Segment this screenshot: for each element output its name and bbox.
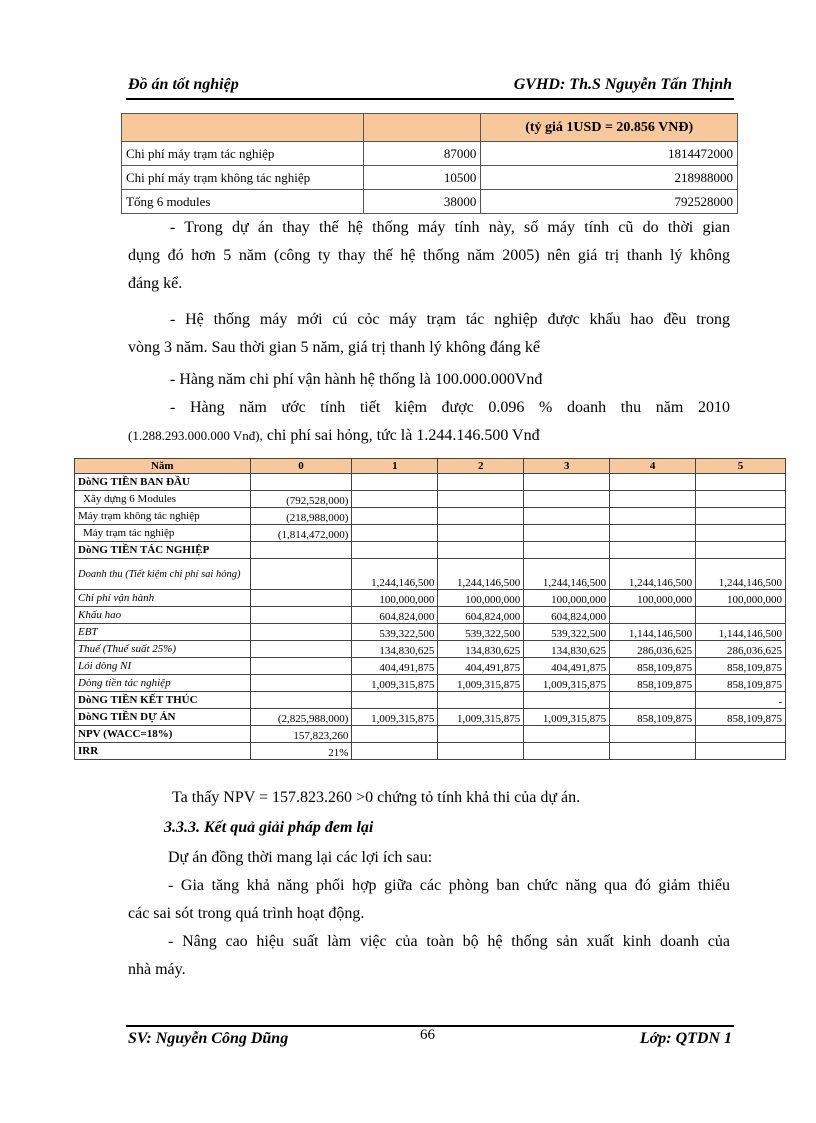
value-cell: (218,988,000) [250, 508, 352, 525]
value-cell: 539,322,500 [524, 624, 610, 641]
usd-value: 10500 [363, 166, 481, 190]
value-cell: 1,244,146,500 [524, 559, 610, 590]
row-label: DòNG TIỀN DỰ ÁN [75, 709, 251, 726]
value-cell [438, 508, 524, 525]
value-cell [438, 692, 524, 709]
table-row [122, 166, 738, 190]
value-cell: 286,036,625 [696, 641, 786, 658]
table-row [122, 190, 738, 214]
table-row [75, 658, 786, 675]
row-label: IRR [75, 743, 251, 760]
table-row [75, 542, 786, 559]
row-label: Máy trạm không tác nghiệp [75, 508, 251, 525]
value-cell: 286,036,625 [610, 641, 696, 658]
cashflow-table [74, 458, 786, 760]
usd-value: 87000 [363, 142, 481, 166]
table-row [75, 559, 786, 590]
cost-table [121, 113, 738, 214]
row-label: Chi phí vận hành [75, 590, 251, 607]
value-cell [250, 641, 352, 658]
value-cell: 404,491,875 [524, 658, 610, 675]
value-cell [524, 743, 610, 760]
value-cell [352, 726, 438, 743]
table-row [75, 709, 786, 726]
value-cell [524, 525, 610, 542]
cost-table-header [122, 114, 738, 142]
value-cell: (1,814,472,000) [250, 525, 352, 542]
value-cell [524, 474, 610, 491]
section-intro: Dự án đồng thời mang lại các lợi ích sau: [168, 849, 433, 866]
paragraph-disposal: - Trong dự án thay thế hệ thống máy tính này, số máy tính cũ do thời gian dụng đó hơn 5 năm (công ty thay thế hệ thống năm 2005) nên giá trị thanh lý không đáng kể. [128, 219, 730, 292]
value-cell [438, 542, 524, 559]
header-cell: Năm [75, 459, 251, 474]
row-label: DòNG TIỀN KẾT THÚC [75, 692, 251, 709]
value-cell [610, 508, 696, 525]
value-cell [438, 743, 524, 760]
value-cell [696, 726, 786, 743]
value-cell [352, 743, 438, 760]
value-cell [610, 525, 696, 542]
value-cell [352, 508, 438, 525]
value-cell [610, 607, 696, 624]
value-cell [610, 743, 696, 760]
row-label: Dòng tiền tác nghiệp [75, 675, 251, 692]
header-right: GVHD: Th.S Nguyễn Tấn Thịnh [513, 76, 732, 93]
value-cell [438, 491, 524, 508]
value-cell [696, 542, 786, 559]
value-cell [524, 491, 610, 508]
table-row [122, 142, 738, 166]
value-cell [438, 525, 524, 542]
table-row [75, 491, 786, 508]
value-cell [610, 692, 696, 709]
value-cell [610, 542, 696, 559]
value-cell: 1,009,315,875 [438, 675, 524, 692]
value-cell: 1,144,146,500 [610, 624, 696, 641]
value-cell [250, 658, 352, 675]
header-cell: 0 [250, 459, 352, 474]
value-cell: 858,109,875 [696, 709, 786, 726]
footer-student: SV: Nguyễn Công Dũng [128, 1030, 289, 1047]
table-row [75, 692, 786, 709]
header-cell: 1 [352, 459, 438, 474]
row-label: NPV (WACC=18%) [75, 726, 251, 743]
value-cell [524, 508, 610, 525]
value-cell [610, 491, 696, 508]
paragraph-operating-cost: - Hàng năm chi phí vận hành hệ thống là 100.000.000Vnđ [170, 371, 543, 388]
page-number: 66 [420, 1027, 435, 1043]
value-cell: 1,244,146,500 [438, 559, 524, 590]
benefit-2: - Nâng cao hiệu suất làm việc của toàn bộ hệ thống sản xuất kinh doanh của nhà máy. [128, 933, 730, 978]
row-label: Tổng 6 modules [122, 190, 364, 214]
row-label: Chi phí máy trạm tác nghiệp [122, 142, 364, 166]
row-label: DòNG TIỀN TÁC NGHIỆP [75, 542, 251, 559]
value-cell: 100,000,000 [696, 590, 786, 607]
table-row [75, 525, 786, 542]
header-cell: 3 [524, 459, 610, 474]
value-cell [438, 474, 524, 491]
row-label: Thuế (Thuế suất 25%) [75, 641, 251, 658]
vnd-value: 792528000 [481, 190, 738, 214]
vnd-value: 218988000 [481, 166, 738, 190]
value-cell [250, 675, 352, 692]
value-cell: 1,009,315,875 [524, 709, 610, 726]
benefit-1: - Gia tăng khả năng phối hợp giữa các phòng ban chức năng qua đó giảm thiểu các sai sót trong quá trình hoạt động. [128, 877, 730, 922]
table-row [75, 590, 786, 607]
value-cell [250, 692, 352, 709]
value-cell: 1,009,315,875 [352, 675, 438, 692]
value-cell: - [696, 692, 786, 709]
value-cell [438, 726, 524, 743]
value-cell: 858,109,875 [696, 675, 786, 692]
table-row [75, 726, 786, 743]
value-cell [352, 474, 438, 491]
value-cell [250, 559, 352, 590]
paragraph-depreciation: - Hệ thống máy mới cú cỏc máy trạm tác nghiệp được khấu hao đều trong vòng 3 năm. Sau thời gian 5 năm, giá trị thanh lý không đáng kể [128, 311, 730, 356]
value-cell [352, 491, 438, 508]
value-cell: 858,109,875 [696, 658, 786, 675]
value-cell [524, 542, 610, 559]
section-heading: 3.3.3. Kết quả giải pháp đem lại [164, 819, 374, 836]
row-label: Khấu hao [75, 607, 251, 624]
value-cell [696, 743, 786, 760]
row-label: DòNG TIỀN BAN ĐẦU [75, 474, 251, 491]
value-cell: 539,322,500 [438, 624, 524, 641]
value-cell [696, 607, 786, 624]
value-cell [696, 525, 786, 542]
cashflow-header [75, 459, 786, 474]
value-cell [696, 491, 786, 508]
value-cell [352, 692, 438, 709]
value-cell [250, 474, 352, 491]
header-left: Đồ án tốt nghiệp [128, 76, 239, 93]
rate-label: (tỷ giá 1USD = 20.856 VNĐ) [481, 114, 738, 142]
value-cell: 100,000,000 [438, 590, 524, 607]
value-cell: (792,528,000) [250, 491, 352, 508]
npv-conclusion: Ta thấy NPV = 157.823.260 >0 chứng tỏ tính khả thi của dự án. [172, 789, 581, 806]
table-row [75, 675, 786, 692]
table-row [75, 641, 786, 658]
row-label: EBT [75, 624, 251, 641]
usd-value: 38000 [363, 190, 481, 214]
value-cell: 100,000,000 [352, 590, 438, 607]
table-row [75, 508, 786, 525]
header-rule [126, 98, 734, 100]
value-cell: 858,109,875 [610, 675, 696, 692]
value-cell: 1,244,146,500 [352, 559, 438, 590]
value-cell: 1,144,146,500 [696, 624, 786, 641]
value-cell: 1,244,146,500 [696, 559, 786, 590]
value-cell: 404,491,875 [438, 658, 524, 675]
row-label: Chi phí máy trạm không tác nghiệp [122, 166, 364, 190]
row-label: Doanh thu (Tiết kiệm chi phí sai hỏng) [75, 559, 251, 590]
value-cell: 604,824,000 [524, 607, 610, 624]
value-cell: 1,009,315,875 [352, 709, 438, 726]
row-label: Máy trạm tác nghiệp [75, 525, 251, 542]
value-cell [352, 525, 438, 542]
table-row [75, 474, 786, 491]
value-cell [250, 542, 352, 559]
value-cell: 1,244,146,500 [610, 559, 696, 590]
value-cell: 134,830,625 [524, 641, 610, 658]
value-cell: 134,830,625 [352, 641, 438, 658]
value-cell: 21% [250, 743, 352, 760]
value-cell [250, 590, 352, 607]
value-cell: 100,000,000 [524, 590, 610, 607]
value-cell [524, 692, 610, 709]
value-cell: 858,109,875 [610, 709, 696, 726]
value-cell [610, 726, 696, 743]
value-cell: 1,009,315,875 [438, 709, 524, 726]
row-label: Xây dựng 6 Modules [75, 491, 251, 508]
header-cell: 5 [696, 459, 786, 474]
header-cell: 2 [438, 459, 524, 474]
value-cell [524, 726, 610, 743]
value-cell: 157,823,260 [250, 726, 352, 743]
value-cell: 604,824,000 [438, 607, 524, 624]
row-label: Lói dòng NI [75, 658, 251, 675]
footer-class: Lớp: QTDN 1 [639, 1030, 732, 1047]
table-row [75, 624, 786, 641]
value-cell: 134,830,625 [438, 641, 524, 658]
value-cell: 404,491,875 [352, 658, 438, 675]
paragraph-savings: - Hàng năm ước tính tiết kiệm được 0.096 % doanh thu năm 2010 (1.288.293.000.000 Vnđ), chi phí sai hỏng, tức là 1.244.146.500 Vnđ [128, 399, 730, 444]
table-row [75, 607, 786, 624]
table-row [75, 743, 786, 760]
value-cell: 858,109,875 [610, 658, 696, 675]
value-cell: (2,825,988,000) [250, 709, 352, 726]
header-cell: 4 [610, 459, 696, 474]
value-cell: 604,824,000 [352, 607, 438, 624]
value-cell [250, 624, 352, 641]
value-cell: 539,322,500 [352, 624, 438, 641]
vnd-value: 1814472000 [481, 142, 738, 166]
value-cell: 1,009,315,875 [524, 675, 610, 692]
value-cell [250, 607, 352, 624]
value-cell [610, 474, 696, 491]
value-cell [696, 474, 786, 491]
value-cell [696, 508, 786, 525]
value-cell [352, 542, 438, 559]
value-cell: 100,000,000 [610, 590, 696, 607]
